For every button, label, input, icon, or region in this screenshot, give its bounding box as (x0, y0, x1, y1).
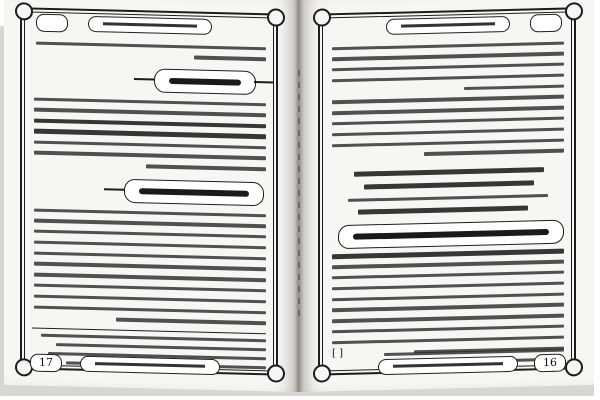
verse-block (330, 164, 564, 221)
intro-paragraph (330, 38, 564, 162)
section-2-paragraph (32, 205, 266, 329)
open-book (4, 0, 594, 392)
section-heading-lineage (154, 69, 256, 95)
left-page (4, 0, 296, 392)
page-number-bottom: 16 (534, 354, 566, 373)
section-1-paragraph (32, 94, 266, 175)
footer-publisher (80, 356, 220, 375)
page-number-bottom: 17 (30, 353, 62, 372)
running-title (88, 16, 212, 35)
running-title-ink (401, 22, 495, 27)
binding-thread (298, 70, 300, 320)
section-heading-service (124, 179, 264, 206)
page-number-top (36, 14, 68, 33)
footer-publisher (378, 356, 518, 375)
running-title (386, 16, 510, 35)
bracketed-verse: [ ] (332, 347, 343, 360)
page-number-top (530, 14, 562, 33)
right-page (302, 0, 594, 392)
running-title-ink (103, 22, 197, 27)
